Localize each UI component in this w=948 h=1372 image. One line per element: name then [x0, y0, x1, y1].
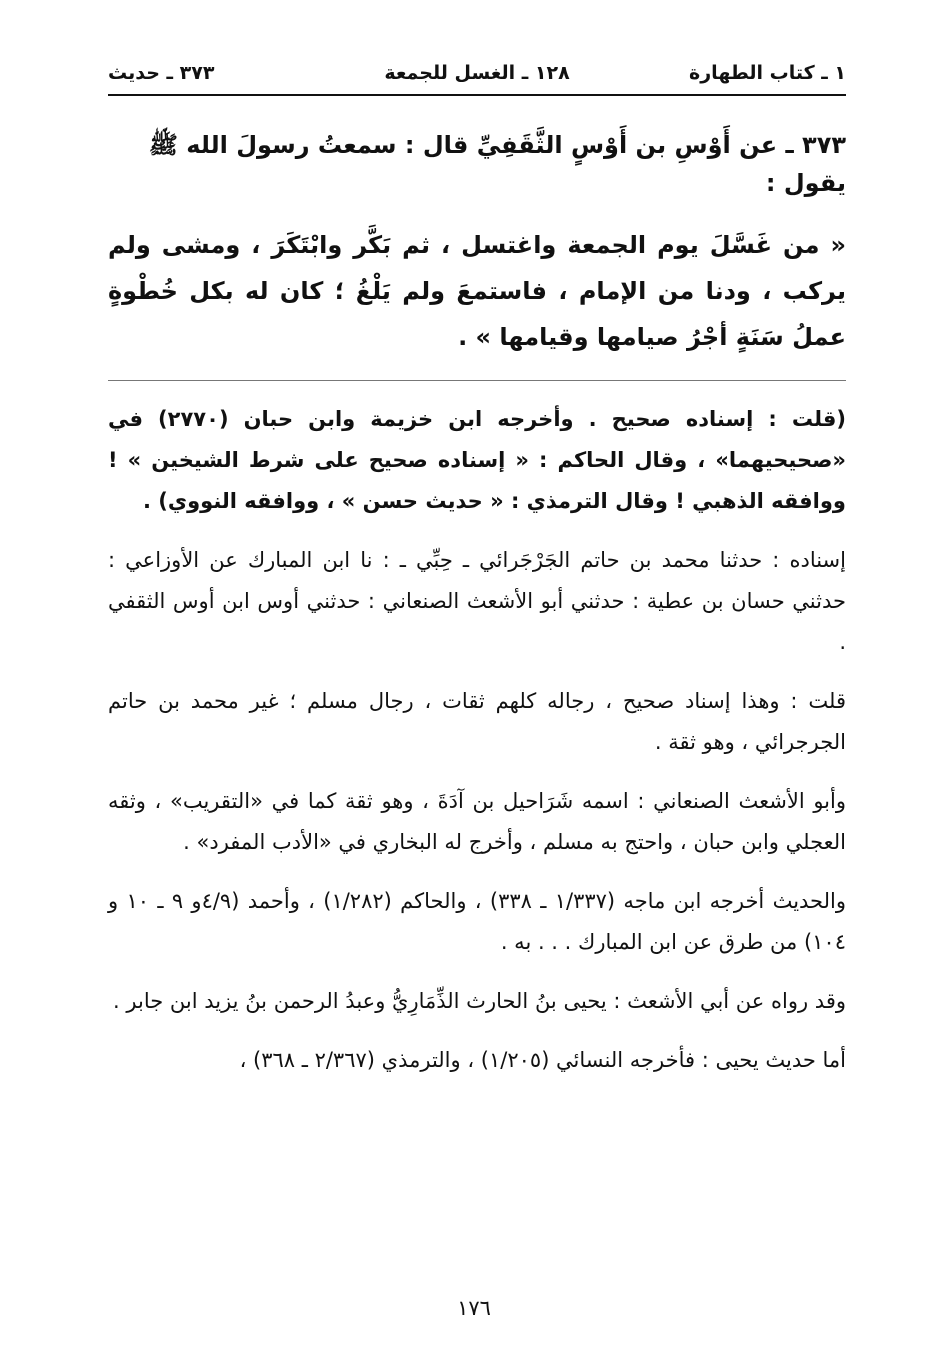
hadith-text: « من غَسَّلَ يوم الجمعة واغتسل ، ثم بَكَّر وابْتَكَرَ ، ومشى ولم يركب ، ودنا من الإمام ، فاستمعَ ولم يَلْغُ ؛ كان له بكل خُطْوةٍ عملُ سَنَةٍ أجْرُ صيامها وقيامها » . [108, 231, 846, 351]
separator-line [108, 380, 846, 381]
book-page [108, 60, 846, 1350]
header-chapter-title: ١٢٨ ـ الغسل للجمعة [384, 62, 570, 84]
header-hadith-number: ٣٧٣ ـ حديث [108, 62, 215, 84]
page-number: ١٧٦ [457, 1296, 491, 1320]
commentary-grading: (قلت : إسناده صحيح . وأخرجه ابن خزيمة وابن حبان (٢٧٧٠) في «صحيحيهما» ، وقال الحاكم : « إسناده صحيح على شرط الشيخين » ! ووافقه الذهبي ! وقال الترمذي : « حديث حسن » ، ووافقه النووي) . [108, 407, 846, 513]
hadith-heading: ٣٧٣ ـ عن أَوْسِ بن أَوْسٍ الثَّقَفِيِّ قال : سمعتُ رسولَ الله ﷺ يقول : [148, 131, 846, 197]
commentary-narrator-note: وأبو الأشعث الصنعاني : اسمه شَرَاحيل بن آدَةَ ، وهو ثقة كما في «التقريب» ، وثقه العجلي وابن حبان ، واحتج به مسلم ، وأخرج له البخاري في «الأدب المفرد» . [108, 789, 846, 854]
commentary-other-narrators: وقد رواه عن أبي الأشعث : يحيى بنُ الحارث الذِّمَارِيُّ وعبدُ الرحمن بنُ يزيد ابن جابر . [113, 989, 846, 1013]
commentary-takhrij: والحديث أخرجه ابن ماجه (١/٣٣٧ ـ ٣٣٨) ، والحاكم (١/٢٨٢) ، وأحمد (٤/٩و ٩ ـ ١٠ و ١٠٤) من طرق عن ابن المبارك . . . به . [108, 889, 846, 954]
running-header [108, 60, 846, 96]
commentary-isnad: إسناده : حدثنا محمد بن حاتم الجَرْجَرائي ـ حِبِّي ـ : نا ابن المبارك عن الأوزاعي : حدثني حسان بن عطية : حدثني أبو الأشعث الصنعاني : حدثني أوس ابن أوس الثقفي . [108, 548, 846, 654]
commentary-isnad-assessment: قلت : وهذا إسناد صحيح ، رجاله كلهم ثقات ، رجال مسلم ؛ غير محمد بن حاتم الجرجرائي ، وهو ثقة . [108, 689, 846, 754]
commentary-yahya-narration: أما حديث يحيى : فأخرجه النسائي (١/٢٠٥) ، والترمذي (٢/٣٦٧ ـ ٣٦٨) ، [239, 1048, 846, 1072]
header-book-title: ١ ـ كتاب الطهارة [689, 62, 846, 84]
